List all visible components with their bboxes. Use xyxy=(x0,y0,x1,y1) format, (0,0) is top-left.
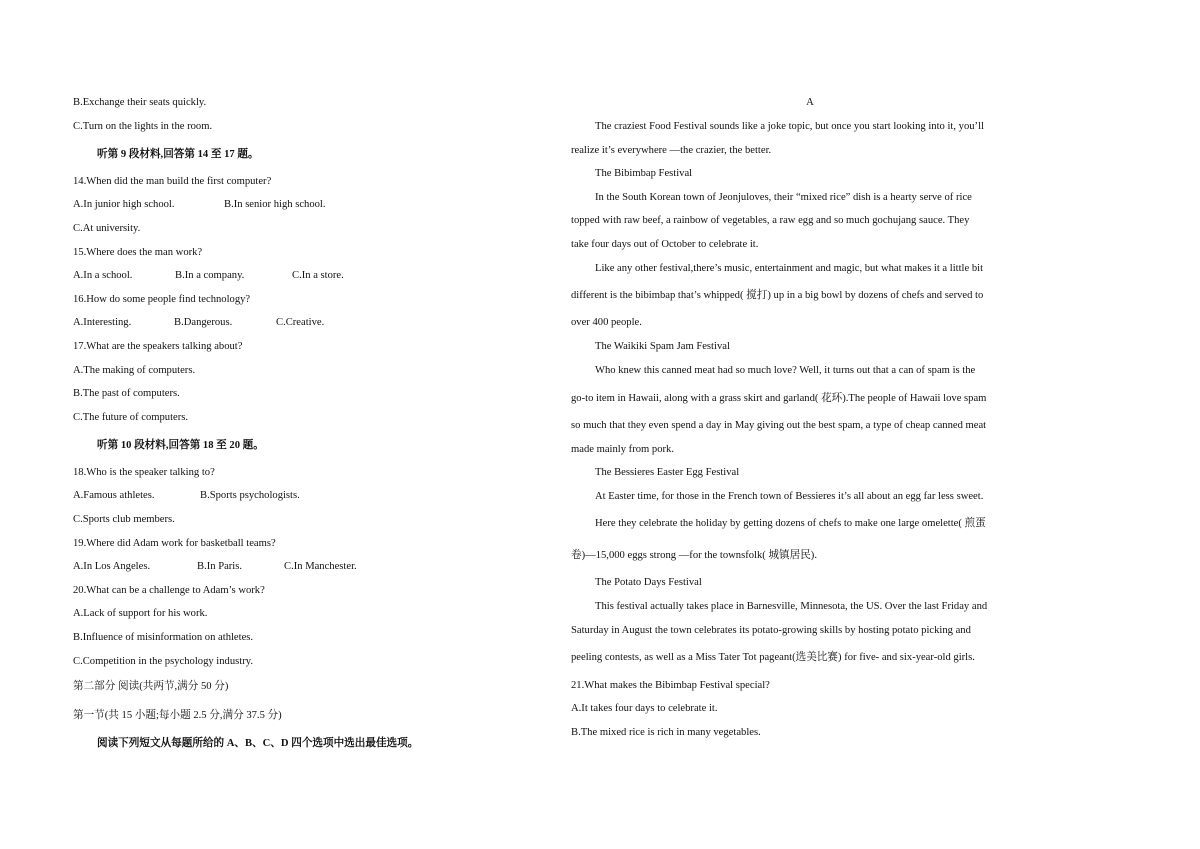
q16-stem: 16.How do some people find technology? xyxy=(73,294,251,305)
q17-stem: 17.What are the speakers talking about? xyxy=(73,341,243,352)
q14-option-b: B.In senior high school. xyxy=(224,199,326,210)
q16-option-a: A.Interesting. xyxy=(73,317,132,328)
festival-heading-egg: The Bessieres Easter Egg Festival xyxy=(595,467,740,478)
section-1-title: 第一节(共 15 小题;每小题 2.5 分,满分 37.5 分) xyxy=(73,710,282,721)
passage-line: The craziest Food Festival sounds like a joke topic, but once you start looking into it, you’ll xyxy=(595,121,984,132)
q15-option-c: C.In a store. xyxy=(292,270,344,281)
q14-option-c: C.At university. xyxy=(73,223,141,234)
q20-stem: 20.What can be a challenge to Adam’s work? xyxy=(73,585,265,596)
q20-option-b: B.Influence of misinformation on athletes. xyxy=(73,632,254,643)
section-9-heading: 听第 9 段材料,回答第 14 至 17 题。 xyxy=(97,149,259,160)
reading-instruction: 阅读下列短文从每题所给的 A、B、C、D 四个选项中选出最佳选项。 xyxy=(97,738,419,749)
q20-option-a: A.Lack of support for his work. xyxy=(73,608,208,619)
q21-option-b: B.The mixed rice is rich in many vegetables. xyxy=(571,727,761,738)
q19-option-a: A.In Los Angeles. xyxy=(73,561,151,572)
passage-line: take four days out of October to celebrate it. xyxy=(571,239,759,250)
passage-line: over 400 people. xyxy=(571,317,642,328)
part-2-title: 第二部分 阅读(共两节,满分 50 分) xyxy=(73,681,229,692)
passage-line: This festival actually takes place in Barnesville, Minnesota, the US. Over the last Friday and xyxy=(595,601,988,612)
festival-heading-spam: The Waikiki Spam Jam Festival xyxy=(595,341,730,352)
passage-line: so much that they even spend a day in May giving out the best spam, a type of cheap canned meat xyxy=(571,420,987,431)
q17-option-c: C.The future of computers. xyxy=(73,412,189,423)
passage-line: go-to item in Hawaii, along with a grass skirt and garland( 花环).The people of Hawaii love spam xyxy=(571,393,987,404)
passage-letter: A xyxy=(806,97,814,108)
passage-line: Here they celebrate the holiday by getting dozens of chefs to make one large omelette( 煎蛋 xyxy=(595,518,986,529)
passage-line: At Easter time, for those in the French town of Bessieres it’s all about an egg far less sweet. xyxy=(595,491,984,502)
q18-option-a: A.Famous athletes. xyxy=(73,490,155,501)
q13-option-b: B.Exchange their seats quickly. xyxy=(73,97,207,108)
q21-option-a: A.It takes four days to celebrate it. xyxy=(571,703,718,714)
q19-stem: 19.Where did Adam work for basketball teams? xyxy=(73,538,276,549)
passage-line: peeling contests, as well as a Miss Tater Tot pageant(选美比赛) for five- and six-year-old girls. xyxy=(571,652,975,663)
q19-option-c: C.In Manchester. xyxy=(284,561,357,572)
q14-stem: 14.When did the man build the first computer? xyxy=(73,176,272,187)
q16-option-b: B.Dangerous. xyxy=(174,317,233,328)
passage-line: 卷)—15,000 eggs strong —for the townsfolk( 城镇居民). xyxy=(571,550,817,561)
q16-option-c: C.Creative. xyxy=(276,317,325,328)
q19-option-b: B.In Paris. xyxy=(197,561,243,572)
passage-line: Saturday in August the town celebrates its potato-growing skills by hosting potato picking and xyxy=(571,625,971,636)
q15-option-a: A.In a school. xyxy=(73,270,133,281)
q13-option-c: C.Turn on the lights in the room. xyxy=(73,121,213,132)
q18-stem: 18.Who is the speaker talking to? xyxy=(73,467,215,478)
q14-option-a: A.In junior high school. xyxy=(73,199,175,210)
section-10-heading: 听第 10 段材料,回答第 18 至 20 题。 xyxy=(97,440,264,451)
q15-stem: 15.Where does the man work? xyxy=(73,247,203,258)
q21-stem: 21.What makes the Bibimbap Festival special? xyxy=(571,680,770,691)
festival-heading-bibimbap: The Bibimbap Festival xyxy=(595,168,693,179)
q17-option-a: A.The making of computers. xyxy=(73,365,196,376)
q17-option-b: B.The past of computers. xyxy=(73,388,180,399)
festival-heading-potato: The Potato Days Festival xyxy=(595,577,702,588)
passage-line: made mainly from pork. xyxy=(571,444,674,455)
q20-option-c: C.Competition in the psychology industry. xyxy=(73,656,253,667)
q18-option-c: C.Sports club members. xyxy=(73,514,175,525)
passage-line: Like any other festival,there’s music, entertainment and magic, but what makes it a little bit xyxy=(595,263,984,274)
q18-option-b: B.Sports psychologists. xyxy=(200,490,300,501)
passage-line: In the South Korean town of Jeonjuloves, their “mixed rice” dish is a hearty serve of rice xyxy=(595,192,972,203)
passage-line: different is the bibimbap that’s whipped( 搅打) up in a big bowl by dozens of chefs and served to xyxy=(571,290,984,301)
passage-line: Who knew this canned meat had so much love? Well, it turns out that a can of spam is the xyxy=(595,365,976,376)
q15-option-b: B.In a company. xyxy=(175,270,245,281)
passage-line: realize it’s everywhere —the crazier, the better. xyxy=(571,145,772,156)
passage-line: topped with raw beef, a rainbow of vegetables, a raw egg and so much gochujang sauce. They xyxy=(571,215,970,226)
